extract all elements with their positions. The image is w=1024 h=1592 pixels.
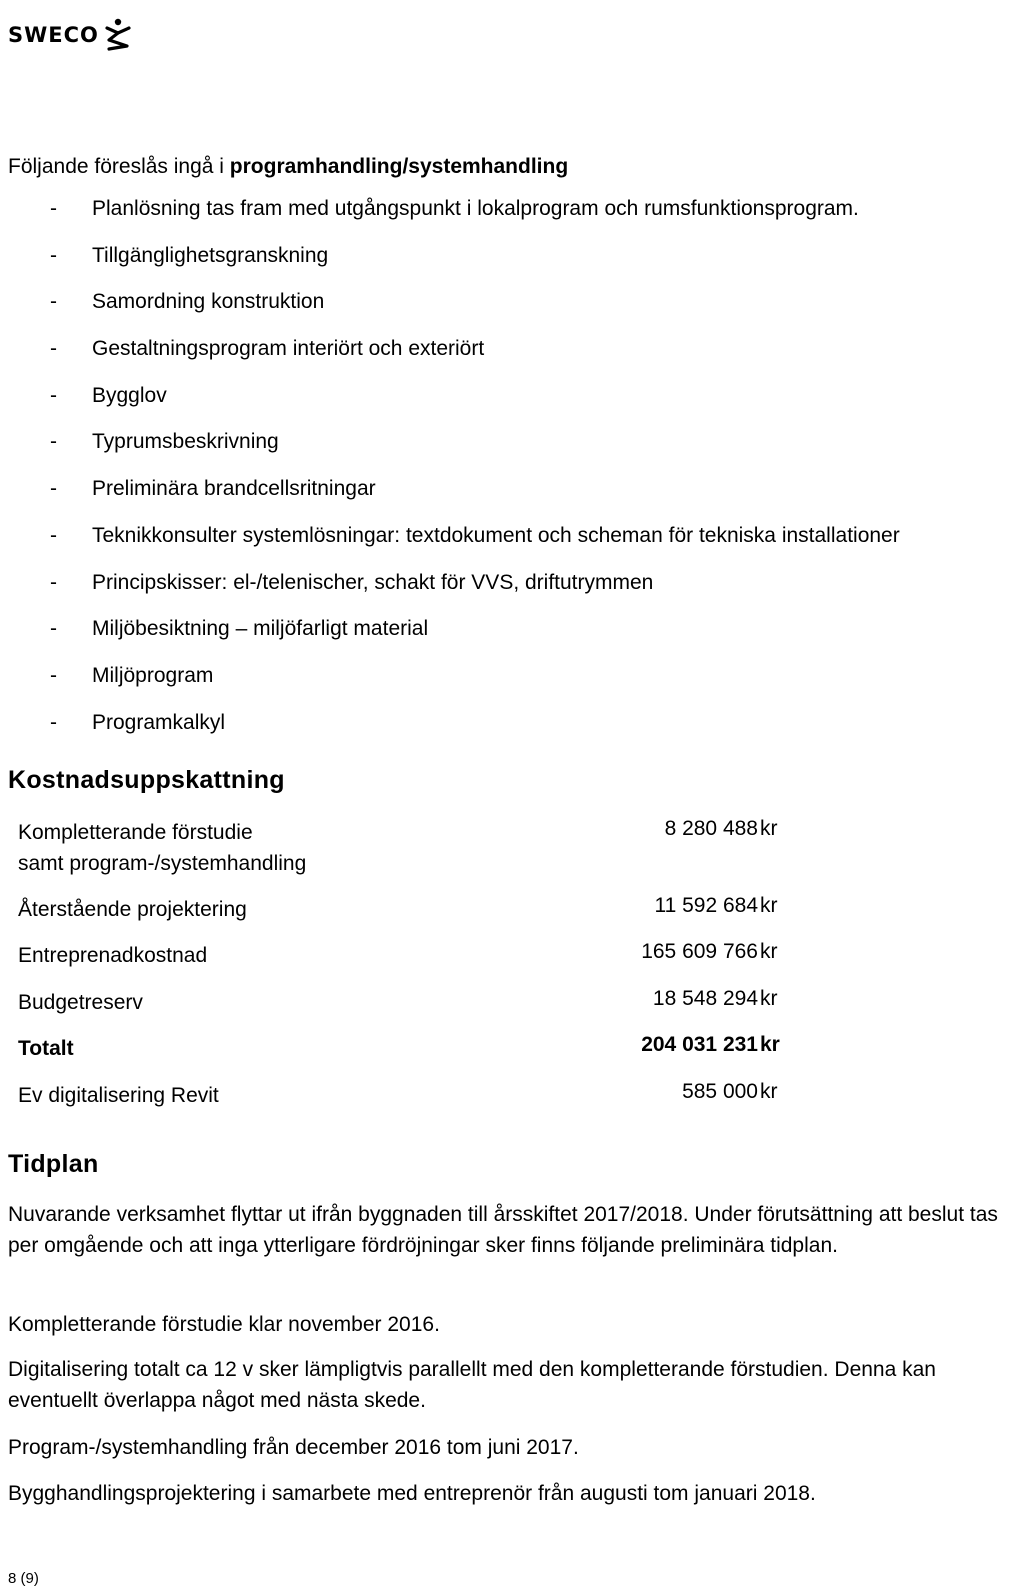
list-item — [0, 244, 1024, 291]
intro-prefix: Följande föreslås ingå i — [8, 155, 230, 178]
list-bullet: - — [50, 197, 57, 220]
cost-unit: kr — [760, 987, 778, 1010]
sweco-logo — [8, 18, 133, 52]
timeplan-paragraph: Nuvarande verksamhet flyttar ut ifrån byggnaden till årsskiftet 2017/2018. Under förutsättning att beslut tas per omgående och att inga ytterligare fördröjningar sker finns följande preliminära tidplan. — [8, 1203, 998, 1257]
list-bullet: - — [50, 337, 57, 361]
cost-value: 8 280 488 — [664, 817, 758, 840]
cost-value: 165 609 766 — [641, 940, 758, 963]
list-item — [0, 617, 1024, 664]
intro-bold-term: programhandling/systemhandling — [229, 155, 569, 178]
list-item-text: Tillgänglighetsgranskning — [92, 243, 329, 267]
list-item-text: Samordning konstruktion — [92, 290, 325, 314]
list-item-text: Miljöprogram — [92, 663, 214, 687]
list-item — [0, 337, 1024, 384]
list-bullet: - — [50, 243, 57, 267]
list-bullet: - — [50, 290, 57, 314]
list-bullet: - — [50, 663, 57, 687]
timeplan-paragraph: Bygghandlingsprojektering i samarbete med entreprenör från augusti tom januari 2018. — [8, 1482, 816, 1505]
list-item-text: Miljöbesiktning – miljöfarligt material — [92, 617, 429, 641]
list-item-text: Planlösning tas fram med utgångspunkt i lokalprogram och rumsfunktionsprogram. — [92, 197, 859, 220]
list-item-text: Programkalkyl — [92, 710, 226, 734]
list-bullet: - — [50, 710, 57, 734]
list-bullet: - — [50, 570, 57, 594]
list-item — [0, 664, 1024, 711]
cost-heading: Kostnadsuppskattning — [8, 766, 285, 794]
cost-label: Budgetreserv — [18, 991, 143, 1014]
timeplan-paragraph: Kompletterande förstudie klar november 2016. — [8, 1313, 440, 1336]
list-item — [0, 711, 1024, 758]
cost-unit: kr — [760, 1080, 778, 1103]
timeplan-paragraph: Program-/systemhandling från december 2016 tom juni 2017. — [8, 1436, 579, 1459]
cost-label-line: samt program-/systemhandling — [18, 852, 307, 875]
cost-value: 204 031 231 — [641, 1033, 758, 1056]
list-bullet: - — [50, 617, 57, 641]
list-bullet: - — [50, 523, 57, 547]
deliverables-list — [0, 197, 1024, 757]
cost-unit: kr — [760, 817, 778, 840]
cost-unit: kr — [760, 1033, 780, 1056]
list-item — [0, 430, 1024, 477]
list-item — [0, 524, 1024, 571]
cost-label — [18, 817, 438, 879]
list-bullet: - — [50, 383, 57, 407]
cost-label: Återstående projektering — [18, 898, 247, 921]
sweco-figure-icon — [103, 18, 133, 52]
list-item — [0, 290, 1024, 337]
logo-text: SWECO — [8, 23, 99, 47]
cost-label-line: Kompletterande förstudie — [18, 821, 253, 844]
list-item — [0, 197, 1024, 244]
cost-value: 18 548 294 — [652, 987, 758, 1010]
list-item-text: Principskisser: el-/telenischer, schakt för VVS, driftutrymmen — [92, 570, 654, 594]
timeplan-paragraph: Digitalisering totalt ca 12 v sker lämpligtvis parallellt med den kompletterande förstudien. Denna kan eventuellt överlappa något med nästa skede. — [8, 1358, 936, 1412]
list-item-text: Typrumsbeskrivning — [92, 430, 279, 454]
cost-label: Totalt — [18, 1037, 74, 1060]
list-item — [0, 384, 1024, 431]
list-item — [0, 477, 1024, 524]
cost-label: Ev digitalisering Revit — [18, 1084, 219, 1107]
list-item-text: Bygglov — [92, 383, 167, 407]
cost-unit: kr — [760, 894, 778, 917]
cost-value: 585 000 — [682, 1080, 758, 1103]
page-number: 8 (9) — [8, 1570, 39, 1587]
cost-label: Entreprenadkostnad — [18, 944, 208, 967]
timeplan-heading: Tidplan — [8, 1150, 99, 1178]
cost-unit: kr — [760, 940, 778, 963]
list-item-text: Gestaltningsprogram interiört och exteriört — [92, 337, 485, 361]
intro-sentence — [8, 155, 568, 179]
list-item-text: Teknikkonsulter systemlösningar: textdokument och scheman för tekniska installationer — [92, 523, 900, 547]
list-item-text: Preliminära brandcellsritningar — [92, 477, 376, 501]
list-item — [0, 571, 1024, 618]
list-bullet: - — [50, 430, 57, 454]
list-bullet: - — [50, 477, 57, 501]
cost-value: 11 592 684 — [654, 894, 758, 917]
